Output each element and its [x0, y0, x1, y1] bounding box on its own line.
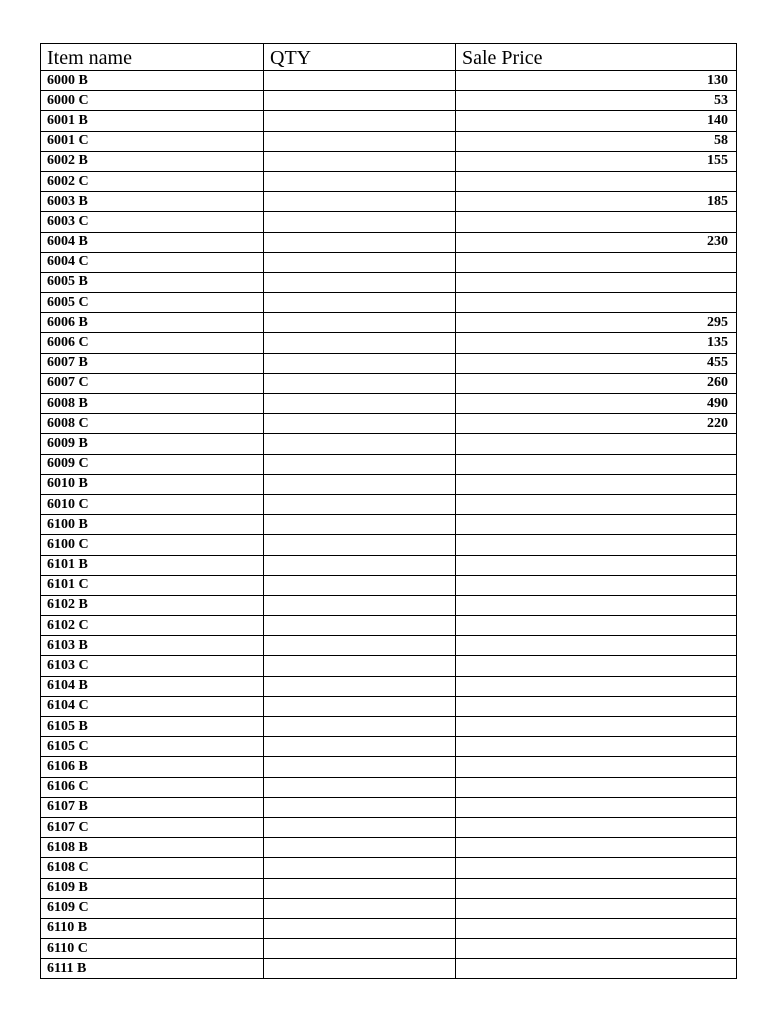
table-row	[41, 898, 737, 918]
qty-cell	[264, 494, 456, 514]
item-name-cell: 6010 B	[41, 474, 264, 494]
item-name-cell: 6102 B	[41, 595, 264, 615]
sale-price-cell	[456, 494, 737, 514]
qty-cell	[264, 676, 456, 696]
item-name-cell: 6108 B	[41, 838, 264, 858]
table-header-row	[41, 44, 737, 71]
table-row	[41, 474, 737, 494]
sale-price-cell	[456, 878, 737, 898]
sale-price-cell	[456, 858, 737, 878]
qty-cell	[264, 414, 456, 434]
table-row	[41, 171, 737, 191]
table-row	[41, 555, 737, 575]
qty-cell	[264, 212, 456, 232]
table-row	[41, 515, 737, 535]
table-row	[41, 131, 737, 151]
item-name-cell: 6105 B	[41, 717, 264, 737]
sale-price-cell	[456, 959, 737, 979]
qty-cell	[264, 616, 456, 636]
table-row	[41, 656, 737, 676]
sale-price-cell	[456, 676, 737, 696]
sale-price-cell	[456, 535, 737, 555]
item-name-cell: 6100 B	[41, 515, 264, 535]
sale-price-cell	[456, 575, 737, 595]
qty-cell	[264, 151, 456, 171]
qty-cell	[264, 353, 456, 373]
inventory-table	[40, 43, 737, 979]
table-row	[41, 454, 737, 474]
item-name-cell: 6101 C	[41, 575, 264, 595]
sale-price-cell: 155	[456, 151, 737, 171]
qty-cell	[264, 838, 456, 858]
qty-cell	[264, 313, 456, 333]
item-name-cell: 6001 C	[41, 131, 264, 151]
table-row	[41, 151, 737, 171]
item-name-cell: 6101 B	[41, 555, 264, 575]
qty-cell	[264, 939, 456, 959]
qty-cell	[264, 656, 456, 676]
table-row	[41, 717, 737, 737]
table-row	[41, 232, 737, 252]
sale-price-cell: 185	[456, 192, 737, 212]
sale-price-cell: 140	[456, 111, 737, 131]
sale-price-cell	[456, 656, 737, 676]
sale-price-cell	[456, 293, 737, 313]
sale-price-cell: 53	[456, 91, 737, 111]
table-row	[41, 394, 737, 414]
item-name-cell: 6008 B	[41, 394, 264, 414]
qty-cell	[264, 232, 456, 252]
item-name-cell: 6002 C	[41, 171, 264, 191]
table-body	[41, 71, 737, 979]
qty-cell	[264, 636, 456, 656]
qty-cell	[264, 515, 456, 535]
table-row	[41, 192, 737, 212]
table-row	[41, 878, 737, 898]
qty-cell	[264, 595, 456, 615]
item-name-cell: 6004 B	[41, 232, 264, 252]
qty-cell	[264, 717, 456, 737]
qty-cell	[264, 575, 456, 595]
table-row	[41, 636, 737, 656]
qty-cell	[264, 293, 456, 313]
sale-price-cell	[456, 717, 737, 737]
item-name-cell: 6104 C	[41, 696, 264, 716]
table-row	[41, 91, 737, 111]
table-row	[41, 858, 737, 878]
item-name-cell: 6003 B	[41, 192, 264, 212]
qty-cell	[264, 454, 456, 474]
sale-price-cell	[456, 939, 737, 959]
sale-price-cell: 455	[456, 353, 737, 373]
table-row	[41, 777, 737, 797]
item-name-cell: 6106 B	[41, 757, 264, 777]
qty-cell	[264, 192, 456, 212]
item-name-cell: 6005 C	[41, 293, 264, 313]
qty-cell	[264, 171, 456, 191]
sale-price-cell: 220	[456, 414, 737, 434]
item-name-cell: 6109 B	[41, 878, 264, 898]
sale-price-cell: 490	[456, 394, 737, 414]
sale-price-cell	[456, 898, 737, 918]
table-row	[41, 494, 737, 514]
table-row	[41, 838, 737, 858]
qty-cell	[264, 918, 456, 938]
sale-price-cell	[456, 797, 737, 817]
table-row	[41, 272, 737, 292]
table-row	[41, 353, 737, 373]
item-name-cell: 6102 C	[41, 616, 264, 636]
sale-price-cell: 295	[456, 313, 737, 333]
table-row	[41, 757, 737, 777]
sale-price-cell: 130	[456, 71, 737, 91]
item-name-cell: 6009 C	[41, 454, 264, 474]
item-name-cell: 6006 C	[41, 333, 264, 353]
item-name-cell: 6103 B	[41, 636, 264, 656]
item-name-cell: 6010 C	[41, 494, 264, 514]
header-item-name: Item name	[41, 44, 264, 71]
qty-cell	[264, 858, 456, 878]
qty-cell	[264, 252, 456, 272]
qty-cell	[264, 474, 456, 494]
item-name-cell: 6109 C	[41, 898, 264, 918]
qty-cell	[264, 434, 456, 454]
item-name-cell: 6110 B	[41, 918, 264, 938]
sale-price-cell	[456, 737, 737, 757]
qty-cell	[264, 131, 456, 151]
sale-price-cell	[456, 636, 737, 656]
sale-price-cell	[456, 171, 737, 191]
sale-price-cell	[456, 838, 737, 858]
item-name-cell: 6111 B	[41, 959, 264, 979]
sale-price-cell	[456, 252, 737, 272]
qty-cell	[264, 111, 456, 131]
item-name-cell: 6008 C	[41, 414, 264, 434]
item-name-cell: 6103 C	[41, 656, 264, 676]
table-row	[41, 959, 737, 979]
table-row	[41, 939, 737, 959]
qty-cell	[264, 333, 456, 353]
sale-price-cell	[456, 515, 737, 535]
sale-price-cell: 230	[456, 232, 737, 252]
item-name-cell: 6110 C	[41, 939, 264, 959]
qty-cell	[264, 878, 456, 898]
item-name-cell: 6108 C	[41, 858, 264, 878]
sale-price-cell	[456, 777, 737, 797]
sale-price-cell: 58	[456, 131, 737, 151]
item-name-cell: 6106 C	[41, 777, 264, 797]
table-row	[41, 817, 737, 837]
sale-price-cell	[456, 918, 737, 938]
table-row	[41, 252, 737, 272]
sale-price-cell	[456, 696, 737, 716]
item-name-cell: 6007 C	[41, 373, 264, 393]
sale-price-cell	[456, 454, 737, 474]
sale-price-cell: 260	[456, 373, 737, 393]
table-row	[41, 595, 737, 615]
table-row	[41, 535, 737, 555]
sale-price-cell	[456, 757, 737, 777]
item-name-cell: 6004 C	[41, 252, 264, 272]
qty-cell	[264, 91, 456, 111]
table-row	[41, 737, 737, 757]
item-name-cell: 6000 B	[41, 71, 264, 91]
sale-price-cell	[456, 272, 737, 292]
item-name-cell: 6009 B	[41, 434, 264, 454]
table-row	[41, 313, 737, 333]
sale-price-cell	[456, 595, 737, 615]
header-qty: QTY	[264, 44, 456, 71]
qty-cell	[264, 394, 456, 414]
item-name-cell: 6002 B	[41, 151, 264, 171]
qty-cell	[264, 959, 456, 979]
table-row	[41, 71, 737, 91]
qty-cell	[264, 535, 456, 555]
table-row	[41, 333, 737, 353]
item-name-cell: 6007 B	[41, 353, 264, 373]
table-row	[41, 293, 737, 313]
table-row	[41, 212, 737, 232]
table-row	[41, 797, 737, 817]
header-sale-price: Sale Price	[456, 44, 737, 71]
item-name-cell: 6107 C	[41, 817, 264, 837]
qty-cell	[264, 373, 456, 393]
table-row	[41, 616, 737, 636]
qty-cell	[264, 757, 456, 777]
item-name-cell: 6100 C	[41, 535, 264, 555]
qty-cell	[264, 71, 456, 91]
table-row	[41, 373, 737, 393]
table-row	[41, 434, 737, 454]
qty-cell	[264, 272, 456, 292]
item-name-cell: 6003 C	[41, 212, 264, 232]
qty-cell	[264, 696, 456, 716]
qty-cell	[264, 898, 456, 918]
sale-price-cell	[456, 474, 737, 494]
table-row	[41, 111, 737, 131]
qty-cell	[264, 555, 456, 575]
item-name-cell: 6000 C	[41, 91, 264, 111]
sale-price-cell	[456, 212, 737, 232]
item-name-cell: 6107 B	[41, 797, 264, 817]
table-row	[41, 575, 737, 595]
sale-price-cell	[456, 434, 737, 454]
table-row	[41, 414, 737, 434]
sale-price-cell	[456, 817, 737, 837]
sale-price-cell	[456, 616, 737, 636]
qty-cell	[264, 797, 456, 817]
item-name-cell: 6104 B	[41, 676, 264, 696]
qty-cell	[264, 737, 456, 757]
qty-cell	[264, 777, 456, 797]
item-name-cell: 6001 B	[41, 111, 264, 131]
table-row	[41, 696, 737, 716]
item-name-cell: 6005 B	[41, 272, 264, 292]
sale-price-cell: 135	[456, 333, 737, 353]
item-name-cell: 6105 C	[41, 737, 264, 757]
table-row	[41, 676, 737, 696]
qty-cell	[264, 817, 456, 837]
table-row	[41, 918, 737, 938]
item-name-cell: 6006 B	[41, 313, 264, 333]
sale-price-cell	[456, 555, 737, 575]
